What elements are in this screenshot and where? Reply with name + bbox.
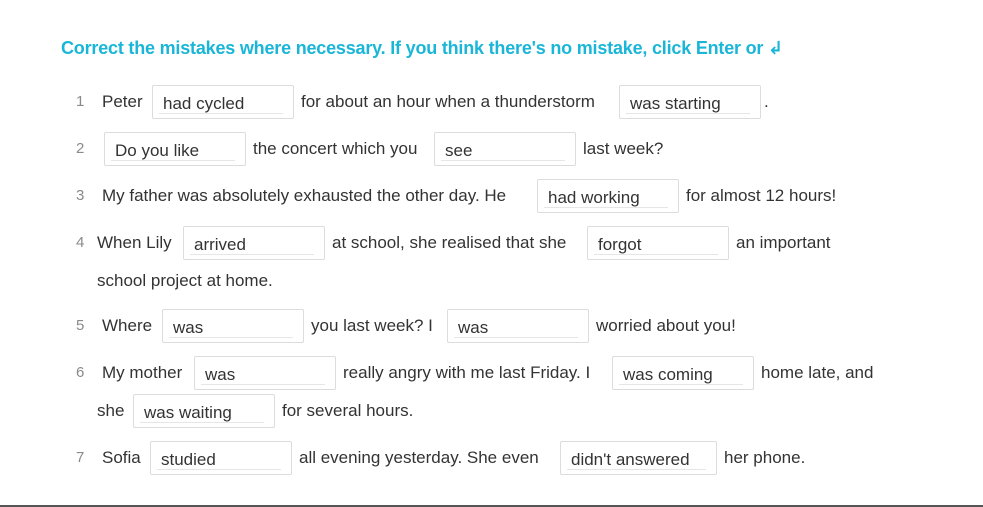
answer-input[interactable]: was [162,309,304,343]
item-number: 3 [76,187,85,204]
sentence-text: an important [736,233,831,252]
item-number: 4 [76,234,85,251]
item-number: 1 [76,93,85,110]
answer-input[interactable]: was waiting [133,394,275,428]
sentence-text: her phone. [724,448,806,467]
item-number: 7 [76,449,85,466]
sentence-text: worried about you! [596,316,736,335]
answer-input[interactable]: Do you like [104,132,246,166]
sentence-text: she [97,401,125,420]
answer-input[interactable]: arrived [183,226,325,260]
sentence-text: home late, and [761,363,874,382]
sentence-text: Peter [102,92,143,111]
answer-input[interactable]: was [194,356,336,390]
sentence-text: at school, she realised that she [332,233,567,252]
answer-input[interactable]: didn't answered [560,441,717,475]
sentence-text: the concert which you [253,139,418,158]
sentence-text: for almost 12 hours! [686,186,837,205]
answer-input[interactable]: was coming [612,356,754,390]
sentence-text: . [764,92,769,111]
sentence-text: Where [102,316,153,335]
answer-input[interactable]: was [447,309,589,343]
sentence-text: for several hours. [282,401,414,420]
item-number: 5 [76,317,85,334]
sentence-text: My mother [102,363,183,382]
sentence-text: for about an hour when a thunderstorm [301,92,595,111]
sentence-text: Sofia [102,448,141,467]
answer-input[interactable]: had working [537,179,679,213]
sentence-text: you last week? I [311,316,433,335]
answer-input[interactable]: forgot [587,226,729,260]
sentence-text: really angry with me last Friday. I [343,363,591,382]
answer-input[interactable]: was starting [619,85,761,119]
instruction-heading: Correct the mistakes where necessary. If you think there's no mistake, click Enter or ↲ [61,38,783,58]
answer-input[interactable]: see [434,132,576,166]
item-number: 2 [76,140,85,157]
answer-input[interactable]: studied [150,441,292,475]
answer-input[interactable]: had cycled [152,85,294,119]
sentence-text: last week? [583,139,664,158]
sentence-text: all evening yesterday. She even [299,448,539,467]
sentence-text: My father was absolutely exhausted the other day. He [102,186,507,205]
sentence-text: school project at home. [97,271,273,290]
item-number: 6 [76,364,85,381]
sentence-text: When Lily [97,233,172,252]
